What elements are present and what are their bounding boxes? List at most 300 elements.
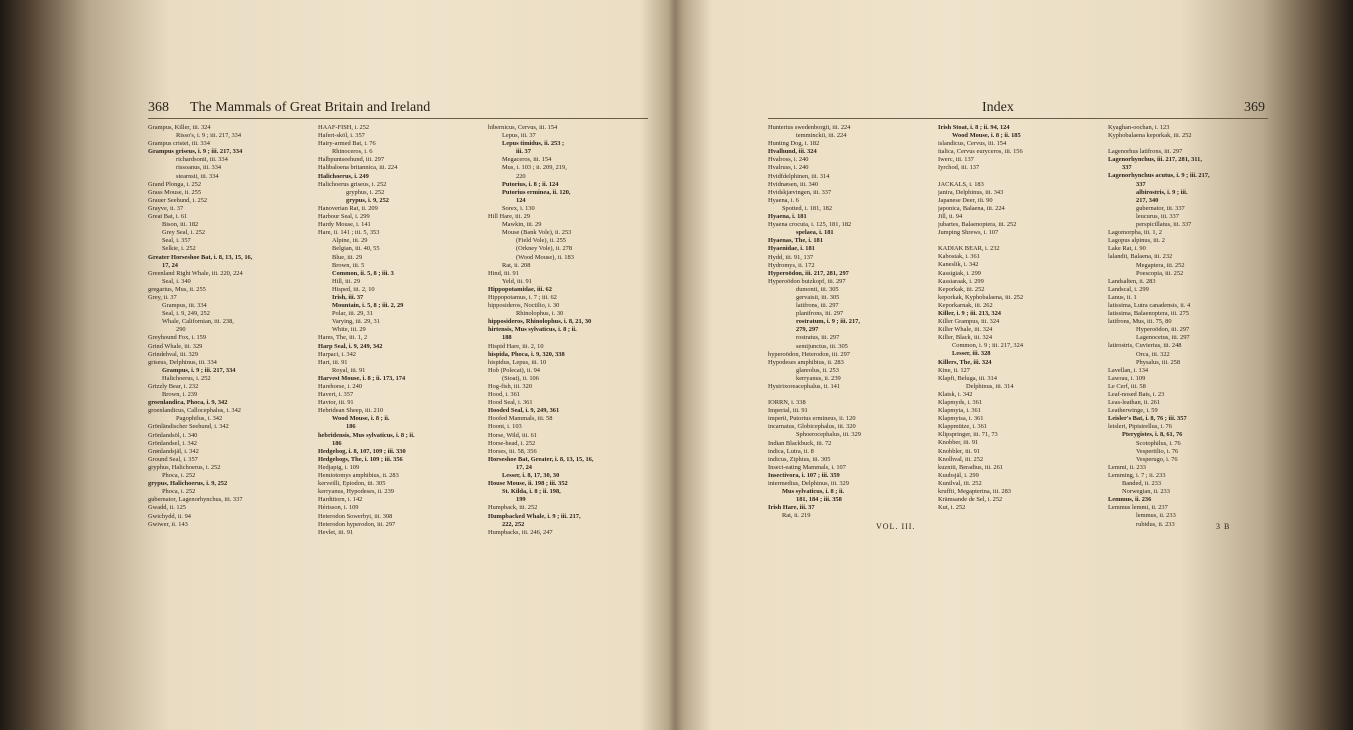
index-entry: Horseshoe Bat, Greater, i. 8, 13, 15, 16, bbox=[488, 455, 594, 463]
index-entry: Yeld, iii. 91 bbox=[502, 277, 532, 285]
index-entry: Killer, Black, iii. 324 bbox=[938, 334, 993, 342]
index-entry: Hedgehog, i. 8, 107, 109 ; iii. 330 bbox=[318, 447, 406, 455]
index-entry: Kassigiak, i. 299 bbox=[938, 269, 981, 277]
index-entry: intermedius, Delphinus, iii. 329 bbox=[768, 480, 849, 488]
index-entry: HAAF-FISH, i. 252 bbox=[318, 124, 370, 131]
index-entry: Hyperoödon, iii. 217, 281, 297 bbox=[768, 269, 849, 277]
index-entry: Lagomorpha, iii. 1, 2 bbox=[1108, 229, 1162, 237]
header-rule bbox=[768, 118, 1268, 119]
index-entry: hirtensis, Mus sylvaticus, i. 8 ; ii. bbox=[488, 326, 577, 334]
letter-gap bbox=[768, 391, 918, 399]
index-entry: Rat, ii. 219 bbox=[782, 512, 811, 520]
index-entry: Grauer Seehund, i. 252 bbox=[148, 196, 208, 204]
index-entry: Hafert-sköl, i. 357 bbox=[318, 132, 365, 140]
index-entry: Orca, iii. 322 bbox=[1136, 350, 1170, 358]
index-entry: Lepus, iii. 37 bbox=[502, 132, 536, 140]
index-entry: Hebridean Sheep, iii. 210 bbox=[318, 407, 384, 415]
index-entry: Hob (Polecat), ii. 94 bbox=[488, 366, 541, 374]
index-entry: Rhinolophus, i. 30 bbox=[516, 310, 564, 318]
index-entry: Hardy Mouse, i. 141 bbox=[318, 221, 371, 229]
index-entry: richardsonii, iii. 334 bbox=[176, 156, 228, 164]
index-entry: Wood Mouse, i. 8 ; ii. 185 bbox=[952, 132, 1021, 140]
index-entry: Lemmus lemmi, ii. 237 bbox=[1108, 504, 1168, 512]
index-entry: Blue, iii. 29 bbox=[332, 253, 363, 261]
index-entry: temminckii, iii. 224 bbox=[796, 132, 847, 140]
index-entry: Hippopotamus, i. 7 ; iii. 62 bbox=[488, 293, 557, 301]
index-entry: Risso's, i. 9 ; iii. 217, 334 bbox=[176, 132, 242, 140]
index-entry: Keporkarnak, iii. 262 bbox=[938, 301, 993, 309]
index-entry: Horses, iii. 58, 356 bbox=[488, 447, 537, 455]
index-entry: Norwegian, ii. 233 bbox=[1122, 488, 1170, 496]
index-entry: Great Bat, i. 61 bbox=[148, 213, 188, 221]
index-entry: 279, 297 bbox=[796, 326, 819, 334]
index-entry: japonica, Balaena, iii. 224 bbox=[938, 204, 1005, 212]
index-entry: Hoont, i. 103 bbox=[488, 423, 522, 431]
index-entry: Common, i. 9 ; iii. 217, 324 bbox=[952, 342, 1024, 350]
index-entry: Gwadd, ii. 125 bbox=[148, 504, 186, 512]
index-entry: Halichoerus griseus, i. 252 bbox=[318, 180, 387, 188]
index-entry: Hog-fish, iii. 320 bbox=[488, 383, 533, 390]
volume-footer: VOL. III. bbox=[876, 522, 916, 531]
right-page bbox=[676, 0, 1353, 730]
index-entry: Landsalten, ii. 283 bbox=[1108, 277, 1156, 285]
index-entry: Lagenorhynchus, iii. 217, 281, 311, bbox=[1108, 156, 1202, 164]
index-column bbox=[488, 124, 638, 537]
index-entry: Keporkak, iii. 252 bbox=[938, 285, 985, 293]
index-entry: groenlandicus, Callocephalus, i. 342 bbox=[148, 407, 241, 415]
index-entry: Horse-head, i. 252 bbox=[488, 439, 536, 447]
index-entry: Killer Grampus, iii. 324 bbox=[938, 318, 1000, 326]
index-entry: 17, 24 bbox=[162, 261, 178, 269]
index-entry: Killers, The, iii. 324 bbox=[938, 358, 992, 366]
index-entry: IORRN, i. 338 bbox=[768, 399, 806, 407]
index-entry: Klipspringer, iii. 71, 73 bbox=[938, 431, 998, 439]
index-entry: Putorius erminea, ii. 120, bbox=[502, 188, 571, 196]
index-entry: 290 bbox=[176, 326, 186, 334]
index-entry: Lavellan, i. 134 bbox=[1108, 366, 1149, 374]
index-entry: Hare, ii. 141 ; iii. 5, 353 bbox=[318, 229, 380, 237]
index-entry: Halichoerus, i. 252 bbox=[162, 374, 211, 382]
index-entry: Mountain, i. 5, 8 ; iii. 2, 29 bbox=[332, 302, 404, 310]
index-entry: Irish, iii. 37 bbox=[332, 293, 364, 301]
index-entry: islandicus, Cervus, iii. 154 bbox=[938, 140, 1007, 148]
index-entry: Hippopotamidae, iii. 62 bbox=[488, 285, 552, 293]
index-entry: Knobbler, iii. 91 bbox=[938, 447, 980, 455]
index-entry: Grass Mouse, ii. 255 bbox=[148, 188, 202, 196]
index-entry: 199 bbox=[516, 496, 526, 504]
index-entry: Brown, i. 239 bbox=[162, 391, 198, 399]
index-entry: Insect-eating Mammals, i. 107 bbox=[768, 463, 846, 471]
index-entry: latirostris, Cuvierius, iii. 248 bbox=[1108, 342, 1182, 350]
index-entry: latifrons, iii. 297 bbox=[796, 302, 839, 310]
index-column bbox=[1108, 124, 1258, 529]
index-entry: lemmus, ii. 233 bbox=[1136, 512, 1176, 520]
left-page bbox=[0, 0, 676, 730]
index-entry: Hooded Seal, i. 9, 249, 361 bbox=[488, 407, 560, 415]
index-entry: White, iii. 29 bbox=[332, 326, 366, 334]
index-entry: gubernator, iii. 337 bbox=[1136, 204, 1185, 212]
index-entry: Insectivora, i. 107 ; iii. 359 bbox=[768, 471, 840, 479]
index-entry: albirostris, i. 9 ; iii. bbox=[1136, 188, 1188, 196]
index-entry: Hevlet, iii. 91 bbox=[318, 528, 354, 536]
index-entry: Hunting Dog, i. 182 bbox=[768, 140, 820, 148]
index-entry: latifrons, Mus, iii. 75, 80 bbox=[1108, 318, 1172, 326]
index-entry: Phoca, i. 252 bbox=[162, 472, 196, 480]
index-entry: italica, Cervus euryceros, iii. 156 bbox=[938, 148, 1023, 156]
index-entry: Banded, ii. 233 bbox=[1122, 480, 1162, 488]
index-entry: Lagopus alpinus, iii. 2 bbox=[1108, 237, 1165, 245]
index-entry: Hydd, iii. 91, 137 bbox=[768, 253, 814, 261]
index-entry: Klapfi, Beluga, iii. 314 bbox=[938, 374, 997, 382]
index-entry: Royal, iii. 91 bbox=[332, 366, 366, 374]
index-column bbox=[318, 124, 468, 537]
index-entry: Imperial, iii. 91 bbox=[768, 407, 808, 415]
index-entry: Mouse (Bank Vole), ii. 253 bbox=[502, 229, 572, 237]
index-entry: hebridensis, Mus sylvaticus, i. 8 ; ii. bbox=[318, 431, 415, 439]
letter-gap bbox=[938, 237, 1088, 245]
index-entry: Mus, i. 103 ; ii. 209, 219, bbox=[502, 164, 567, 172]
index-entry: indicus, Ziphius, iii. 305 bbox=[768, 455, 831, 463]
index-entry: Scotophilus, i. 76 bbox=[1136, 439, 1181, 447]
index-entry: Hyaenas, The, i. 181 bbox=[768, 237, 823, 245]
index-entry: spelaea, i. 181 bbox=[796, 229, 834, 237]
index-entry: hibernicus, Cervus, iii. 154 bbox=[488, 124, 558, 131]
index-entry: Kabostak, i. 361 bbox=[938, 253, 980, 261]
index-entry: 188 bbox=[502, 334, 512, 342]
index-entry: Hanoverian Rat, ii. 209 bbox=[318, 204, 378, 212]
index-entry: hipposideros, Rhinolophus, i. 8, 21, 30 bbox=[488, 318, 592, 326]
index-entry: Halibaloena britannica, iii. 224 bbox=[318, 164, 398, 172]
index-entry: gryphus, Halichoerus, i. 252 bbox=[148, 463, 221, 471]
letter-gap bbox=[1108, 140, 1258, 148]
index-entry: Hill Hare, iii. 29 bbox=[488, 213, 531, 221]
index-entry: Krämsande de Sel, i. 252 bbox=[938, 496, 1003, 504]
index-entry: Leatherwinge, i. 59 bbox=[1108, 407, 1158, 415]
index-entry: Megaptera, iii. 252 bbox=[1136, 261, 1185, 269]
index-entry: Harvest Mouse, i. 8 ; ii. 173, 174 bbox=[318, 374, 406, 382]
index-entry: 17, 24 bbox=[516, 463, 532, 471]
index-entry: Lepus timidus, ii. 253 ; bbox=[502, 140, 565, 148]
index-entry: St. Kilda, i. 8 ; ii. 198, bbox=[502, 488, 561, 496]
index-entry: Poescopia, iii. 252 bbox=[1136, 269, 1184, 277]
index-entry: Brown, iii. 5 bbox=[332, 261, 365, 269]
index-entry: Horse, Wild, iii. 61 bbox=[488, 431, 537, 439]
index-entry: kerveilli, Epiodon, iii. 305 bbox=[318, 480, 386, 488]
index-entry: imperii, Putorius ermineus, ii. 120 bbox=[768, 415, 856, 423]
index-entry: Irish Hare, iii. 37 bbox=[768, 504, 815, 512]
index-entry: Le Cerf, iii. 58 bbox=[1108, 382, 1146, 390]
index-entry: Klapmyds, i. 361 bbox=[938, 399, 983, 406]
index-entry: Kyaghan-oochan, i. 123 bbox=[1108, 124, 1170, 131]
index-entry: Grindehval, iii. 329 bbox=[148, 350, 199, 358]
index-column bbox=[768, 124, 918, 521]
index-entry: Grizzly Bear, i. 232 bbox=[148, 383, 199, 390]
index-entry: Grönlandsel, i. 342 bbox=[148, 439, 197, 447]
index-entry: Halbpuntseehund, iii. 297 bbox=[318, 156, 385, 164]
index-entry: Lagenorhus latifrons, iii. 297 bbox=[1108, 148, 1183, 156]
index-entry: Hemiotomys amphibius, ii. 283 bbox=[318, 472, 399, 480]
index-entry: Kyphobalaena keporkak, iii. 252 bbox=[1108, 132, 1192, 140]
index-entry: Hvalhund, iii. 324 bbox=[768, 148, 817, 156]
index-entry: Hind, iii. 91 bbox=[488, 269, 519, 277]
index-entry: jubartes, Balaenoptera, iii. 252 bbox=[938, 221, 1017, 229]
index-entry: Grampus, Killer, iii. 324 bbox=[148, 124, 211, 131]
index-entry: Hood, i. 361 bbox=[488, 391, 520, 399]
index-entry: Gwichydd, ii. 94 bbox=[148, 512, 191, 520]
index-entry: 186 bbox=[332, 439, 342, 447]
index-entry: (Wood Mouse), ii. 183 bbox=[516, 253, 574, 261]
index-entry: Hares, The, iii. 1, 2 bbox=[318, 334, 368, 342]
index-entry: Lesser, iii. 328 bbox=[952, 350, 991, 358]
index-entry: Grayve, ii. 37 bbox=[148, 204, 184, 212]
index-entry: planifrons, iii. 297 bbox=[796, 310, 844, 318]
index-entry: latissima, Balaenoptera, iii. 275 bbox=[1108, 310, 1189, 318]
index-entry: Harbour Seal, i. 299 bbox=[318, 213, 370, 221]
index-entry: 220 bbox=[516, 172, 526, 180]
index-entry: Lemmi, ii. 233 bbox=[1108, 463, 1146, 471]
index-entry: Hyaena crocuta, i. 125, 181, 182 bbox=[768, 221, 852, 229]
index-entry: Hoofed Mammals, iii. 58 bbox=[488, 415, 553, 423]
index-entry: Alpine, iii. 29 bbox=[332, 237, 368, 245]
index-entry: Kut, i. 252 bbox=[938, 504, 966, 512]
index-entry: Belgian, iii. 40, 55 bbox=[332, 245, 380, 253]
index-entry: Rat, ii. 208 bbox=[502, 261, 531, 269]
index-entry: Lake Rat, i. 90 bbox=[1108, 245, 1146, 253]
index-entry: Harpaci, i. 342 bbox=[318, 350, 356, 358]
index-entry: 217, 340 bbox=[1136, 196, 1159, 204]
index-entry: rostratum, i. 9 ; iii. 217, bbox=[796, 318, 860, 326]
index-entry: leisleri, Pipistrellus, i. 76 bbox=[1108, 423, 1172, 431]
index-entry: Humpbacks, iii. 246, 247 bbox=[488, 528, 553, 536]
index-entry: kruffii, Megapterina, iii. 283 bbox=[938, 488, 1012, 496]
index-entry: Hérisson, i. 109 bbox=[318, 504, 359, 512]
index-entry: hyperoödon, Heterodon, iii. 297 bbox=[768, 350, 850, 358]
index-entry: Seal, i. 357 bbox=[162, 237, 191, 245]
running-head: The Mammals of Great Britain and Ireland bbox=[190, 100, 431, 115]
index-entry: latissima, Lutra canadensis, ii. 4 bbox=[1108, 301, 1191, 309]
index-entry: Lemmus, ii. 236 bbox=[1108, 496, 1152, 504]
index-entry: gryphus, i. 252 bbox=[346, 188, 385, 196]
index-entry: Sphoerocephalus, iii. 329 bbox=[796, 431, 861, 439]
index-entry: 186 bbox=[346, 423, 356, 431]
index-entry: Grampus cristei, iii. 334 bbox=[148, 140, 210, 148]
index-entry: Grönlandsöl, i. 340 bbox=[148, 431, 198, 439]
index-entry: Hill, iii. 29 bbox=[332, 277, 361, 285]
index-entry: Putorius, i. 8 ; ii. 124 bbox=[502, 180, 559, 188]
signature-mark: 3 B bbox=[1216, 522, 1231, 531]
index-entry: Bison, iii. 182 bbox=[162, 221, 199, 229]
index-entry: kuzniii, Beradius, iii. 261 bbox=[938, 463, 1003, 471]
index-entry: Greater Horseshoe Bat, i. 8, 13, 15, 16, bbox=[148, 253, 253, 261]
index-entry: Hystrixoreacephalus, ii. 141 bbox=[768, 383, 841, 390]
index-entry: gregarius, Mus, ii. 255 bbox=[148, 285, 206, 293]
index-entry: griseus, Delphinus, iii. 334 bbox=[148, 358, 217, 366]
index-entry: hispida, Phoca, i. 9, 320, 338 bbox=[488, 350, 565, 358]
index-entry: hipposideros, Noctilio, i. 30 bbox=[488, 302, 560, 310]
index-entry: Hood Seal, i. 361 bbox=[488, 399, 533, 407]
index-entry: Harp Seal, i. 9, 249, 342 bbox=[318, 342, 383, 350]
index-entry: stearnsii, iii. 334 bbox=[176, 172, 219, 180]
index-entry: hispidus, Lepus, iii. 10 bbox=[488, 358, 547, 366]
index-entry: (Orkney Vole), ii. 278 bbox=[516, 245, 573, 253]
index-entry: Mawkin, iii. 29 bbox=[502, 221, 542, 229]
index-entry: Hydromys, ii. 172 bbox=[768, 261, 815, 269]
index-entry: Pagophilus, i. 342 bbox=[176, 415, 223, 423]
index-entry: gervaisii, iii. 305 bbox=[796, 293, 840, 301]
index-entry: Hedjapig, i. 109 bbox=[318, 463, 360, 471]
index-entry: Grampus griseus, i. 9 ; iii. 217, 334 bbox=[148, 148, 243, 156]
index-entry: Hvidfdelphinen, iii. 314 bbox=[768, 172, 830, 180]
letter-gap bbox=[938, 173, 1088, 181]
index-entry: Jill, ii. 94 bbox=[938, 212, 963, 220]
index-entry: Seal, i. 340 bbox=[162, 277, 191, 285]
index-entry: keporkak, Kyphobalaena, iii. 252 bbox=[938, 293, 1024, 301]
page-number: 368 bbox=[148, 100, 169, 115]
index-entry: Heterodon hyperodon, iii. 297 bbox=[318, 520, 396, 528]
index-entry: Klapmyta, i. 361 bbox=[938, 407, 981, 415]
index-entry: Polar, iii. 29, 31 bbox=[332, 310, 373, 318]
index-entry: Kine, ii. 127 bbox=[938, 366, 970, 374]
index-entry: Knolhval, iii. 252 bbox=[938, 455, 984, 463]
index-entry: Hyaena, i. 6 bbox=[768, 196, 799, 204]
index-entry: Grind Whale, iii. 329 bbox=[148, 342, 203, 350]
index-entry: incarnatus, Globicephalus, iii. 320 bbox=[768, 423, 856, 431]
index-entry: Hispid Hare, iii. 2, 10 bbox=[488, 342, 544, 350]
index-entry: lalandii, Balaena, iii. 232 bbox=[1108, 253, 1173, 261]
index-entry: Klapmytsa, i. 361 bbox=[938, 415, 984, 423]
index-entry: Leas-leathan, ii. 261 bbox=[1108, 399, 1161, 407]
index-entry: Irish Stoat, i. 8 ; ii. 94, 124 bbox=[938, 124, 1010, 131]
index-entry: Delphinus, iii. 314 bbox=[966, 382, 1014, 390]
index-entry: Lesser, i. 8, 17, 30, 30 bbox=[502, 472, 560, 480]
index-entry: Greyhound Fox, i. 159 bbox=[148, 334, 207, 342]
index-entry: Leisler's Bat, i. 8, 76 ; iii. 357 bbox=[1108, 415, 1187, 423]
index-entry: Kaneslik, i. 342 bbox=[938, 261, 979, 269]
index-entry: Phoca, i. 252 bbox=[162, 488, 196, 496]
index-entry: Grey Seal, i. 252 bbox=[162, 229, 206, 237]
index-entry: Greenland Right Whale, iii. 220, 224 bbox=[148, 269, 243, 277]
index-entry: JACKALS, i. 183 bbox=[938, 180, 984, 188]
index-entry: grypus, Halichoerus, i. 9, 252 bbox=[148, 480, 228, 488]
index-entry: Hunterius swedenborgii, iii. 224 bbox=[768, 124, 851, 131]
index-entry: Lanus, ii. 1 bbox=[1108, 293, 1137, 301]
index-entry: Halichoerus, i. 249 bbox=[318, 172, 369, 180]
index-entry: Common, ii. 5, 8 ; iii. 3 bbox=[332, 269, 394, 277]
index-entry: Hisped, iii. 2, 10 bbox=[332, 285, 375, 293]
index-entry: Hyaenidae, i. 181 bbox=[768, 245, 815, 253]
index-entry: Iwerc, iii. 137 bbox=[938, 156, 974, 164]
index-entry: Whale, Californian, iii. 238, bbox=[162, 318, 234, 326]
index-entry: 124 bbox=[516, 196, 526, 204]
index-entry: Pterygistes, i. 8, 61, 76 bbox=[1122, 431, 1183, 439]
index-entry: Hyperoödon butzkopf, iii. 297 bbox=[768, 277, 846, 285]
index-entry: Hart, iii. 91 bbox=[318, 358, 348, 366]
index-entry: kerryanus, ii. 239 bbox=[796, 374, 841, 382]
index-entry: Vespertilio, i. 76 bbox=[1136, 447, 1179, 455]
index-entry: dumonti, iii. 305 bbox=[796, 285, 839, 293]
index-entry: Japanese Deer, iii. 90 bbox=[938, 196, 993, 204]
index-entry: Hairy-armed Bat, i. 76 bbox=[318, 140, 376, 148]
index-entry: Klappmütze, i. 361 bbox=[938, 423, 987, 431]
index-entry: Grand Plonga, i. 252 bbox=[148, 180, 202, 188]
index-entry: Hyperoödon, iii. 297 bbox=[1136, 326, 1190, 334]
index-entry: Landscal, i. 299 bbox=[1108, 285, 1149, 293]
index-entry: Killer, i. 9 ; iii. 213, 324 bbox=[938, 309, 1001, 317]
index-entry: Grey, ii. 37 bbox=[148, 293, 177, 301]
index-entry: 222, 252 bbox=[502, 520, 525, 528]
index-entry: grypus, i. 9, 252 bbox=[346, 196, 389, 204]
index-column bbox=[938, 124, 1088, 512]
index-entry: Indian Blackbuck, iii. 72 bbox=[768, 439, 832, 447]
index-entry: Grönländischer Seehund, i. 342 bbox=[148, 423, 229, 431]
index-entry: groenlandica, Phoca, i. 9, 342 bbox=[148, 399, 228, 407]
index-entry: rubidus, ii. 233 bbox=[1136, 520, 1175, 528]
index-entry: Grampus, i. 9 ; iii. 217, 334 bbox=[162, 366, 236, 374]
index-entry: Grønlandsjäl, i. 342 bbox=[148, 447, 199, 455]
index-entry: Lagenocetus, iii. 297 bbox=[1136, 334, 1190, 342]
index-entry: Leaf-nosed Bats, i. 23 bbox=[1108, 391, 1165, 398]
index-entry: Kassiaraak, i. 299 bbox=[938, 277, 984, 285]
index-entry: Gwiwer, ii. 143 bbox=[148, 520, 188, 528]
index-entry: Hvalross, i. 240 bbox=[768, 156, 809, 164]
index-entry: iii. 37 bbox=[516, 148, 531, 156]
index-entry: KADIAK BEAR, i. 232 bbox=[938, 245, 1000, 253]
index-entry: semijunctus, iii. 305 bbox=[796, 342, 848, 350]
index-entry: 181, 184 ; iii. 358 bbox=[796, 496, 842, 504]
index-entry: Selkie, i. 252 bbox=[162, 245, 196, 253]
index-entry: Havert, i. 357 bbox=[318, 391, 354, 399]
index-entry: leucurus, iii. 337 bbox=[1136, 212, 1179, 220]
index-entry: House Mouse, ii. 198 ; iii. 352 bbox=[488, 480, 568, 488]
index-entry: Harehorse, i. 240 bbox=[318, 383, 363, 390]
index-entry: Havtor, iii. 91 bbox=[318, 399, 354, 407]
index-entry: Lagenorhynchus acutus, i. 9 ; iii. 217, bbox=[1108, 172, 1210, 180]
index-entry: Lawrau, i. 109 bbox=[1108, 374, 1146, 382]
index-entry: Hyaena, i. 181 bbox=[768, 213, 807, 221]
page-number: 369 bbox=[1244, 100, 1265, 115]
running-head: Index bbox=[982, 100, 1014, 115]
index-entry: Killer Whale, iii. 324 bbox=[938, 326, 993, 334]
index-entry: Hvalruss, i. 240 bbox=[768, 164, 809, 172]
index-entry: Hvidnæsen, iii. 340 bbox=[768, 180, 819, 188]
header-rule bbox=[148, 118, 648, 119]
index-entry: Spotted, i. 181, 182 bbox=[782, 204, 833, 212]
index-entry: Megaceros, iii. 154 bbox=[502, 156, 552, 164]
index-entry: Wood Mouse, i. 8 ; ii. bbox=[332, 415, 390, 423]
index-entry: Sorex, i. 130 bbox=[502, 204, 535, 212]
index-entry: Hardtitorn, i. 142 bbox=[318, 496, 363, 504]
index-entry: Rhinoceros, i. 6 bbox=[332, 148, 373, 156]
index-entry: gubernator, Lagenorhynchus, iii. 337 bbox=[148, 496, 243, 504]
index-entry: (Stoat), ii. 106 bbox=[502, 374, 539, 382]
index-entry: rostratus, iii. 297 bbox=[796, 334, 840, 342]
index-entry: Hypodeses amphibius, ii. 283 bbox=[768, 358, 844, 366]
index-entry: Hedgehogs, The, i. 109 ; iii. 356 bbox=[318, 455, 403, 463]
index-entry: indica, Lutra, ii. 8 bbox=[768, 447, 814, 455]
index-entry: janira, Delphinus, iii. 343 bbox=[938, 188, 1004, 196]
index-entry: Varying, iii. 29, 31 bbox=[332, 318, 380, 326]
index-entry: Humpback, iii. 252 bbox=[488, 504, 538, 512]
index-entry: Lemming, i. 7 ; ii. 233 bbox=[1108, 471, 1166, 479]
index-entry: Grampus, iii. 334 bbox=[162, 302, 207, 310]
index-entry: Ground Seal, i. 357 bbox=[148, 455, 198, 463]
index-entry: perspicillatus, iii. 337 bbox=[1136, 221, 1192, 229]
index-entry: Jumping Shrews, i. 107 bbox=[938, 229, 999, 237]
index-entry: Seal, i. 9, 249, 252 bbox=[162, 310, 210, 318]
index-entry: 337 bbox=[1122, 164, 1132, 172]
index-entry: glareolus, ii. 253 bbox=[796, 366, 839, 374]
index-entry: 337 bbox=[1136, 180, 1146, 188]
